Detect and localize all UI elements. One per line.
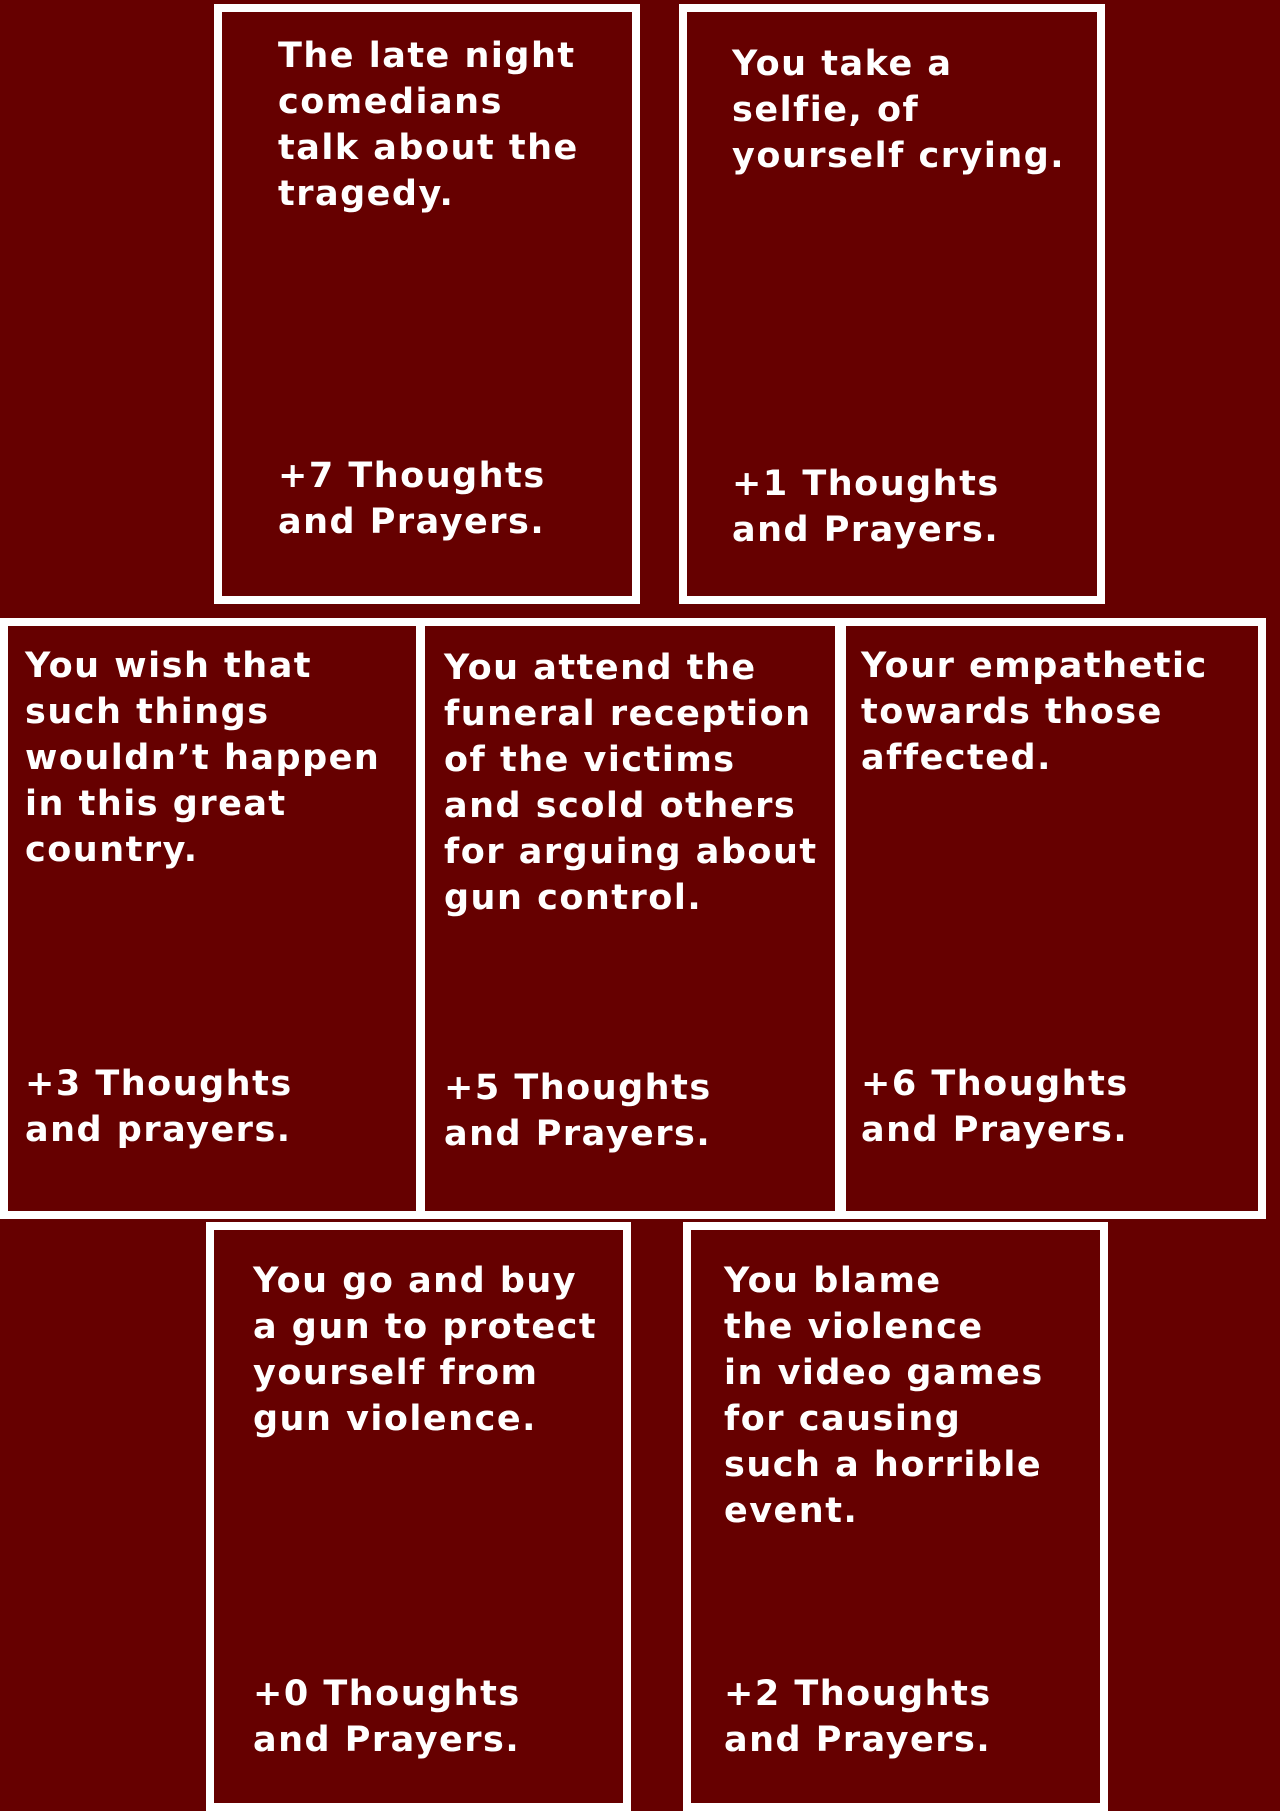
card [206, 1222, 631, 1811]
card [838, 618, 1266, 1219]
card [683, 1222, 1108, 1811]
card-score: +2 Thoughts and Prayers. [724, 1674, 992, 1760]
card [679, 4, 1105, 604]
card-text: The late night comedians talk about the tragedy. [278, 36, 579, 214]
card-text: You go and buy a gun to protect yourself from gun violence. [253, 1261, 598, 1439]
card [214, 4, 640, 604]
card-text: You blame the violence in video games for causing such a horrible event. [724, 1261, 1044, 1531]
card-score: +0 Thoughts and Prayers. [253, 1674, 521, 1760]
card-score: +5 Thoughts and Prayers. [444, 1068, 712, 1154]
card [0, 618, 424, 1219]
card [417, 618, 843, 1219]
card-text: Your empathetic towards those affected. [861, 646, 1208, 778]
card-text: You take a selfie, of yourself crying. [732, 44, 1066, 176]
card-text: You wish that such things wouldn’t happen in this great country. [25, 646, 381, 870]
card-score: +1 Thoughts and Prayers. [732, 464, 1000, 550]
card-text: You attend the funeral reception of the victims and scold others for arguing about gun control. [444, 648, 818, 918]
card-score: +6 Thoughts and Prayers. [861, 1064, 1129, 1150]
card-score: +3 Thoughts and prayers. [25, 1064, 293, 1150]
card-score: +7 Thoughts and Prayers. [278, 456, 546, 542]
